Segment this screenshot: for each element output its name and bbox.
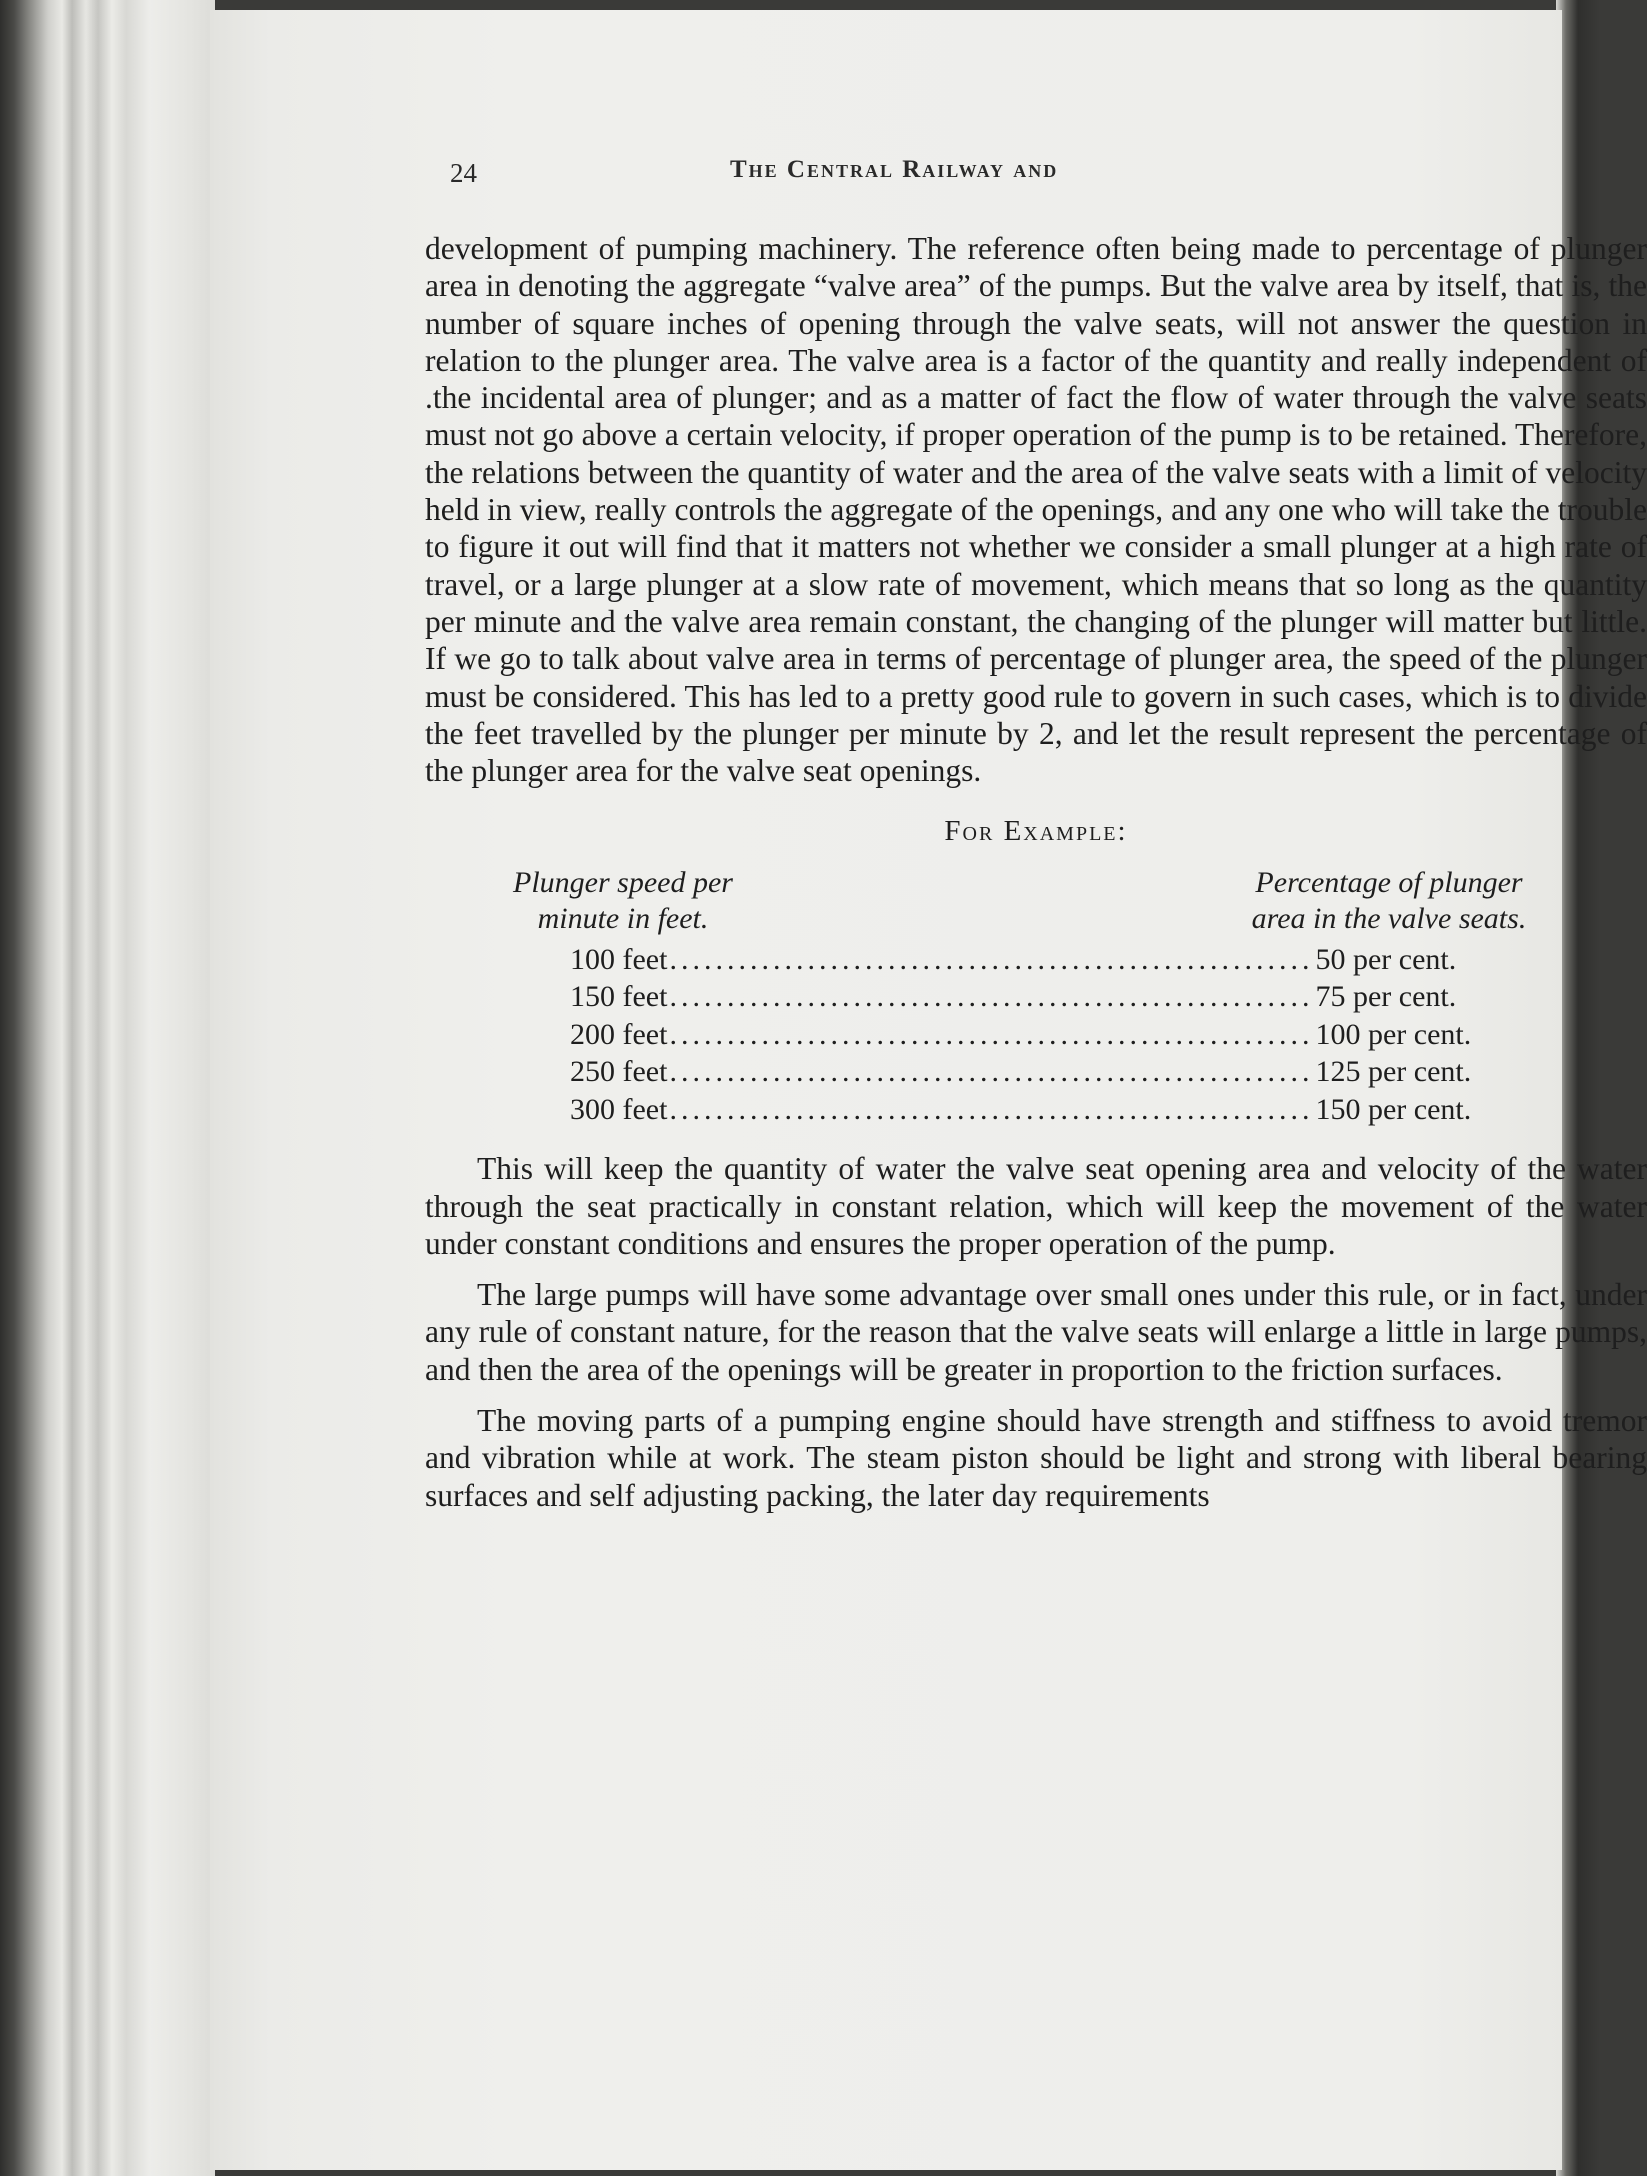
column-header-line: minute in feet.	[537, 901, 709, 935]
column-header-line: area in the valve seats.	[1251, 901, 1527, 935]
leader-dots: ........................................................	[669, 1092, 1314, 1126]
column-header-line: Plunger speed per	[513, 865, 733, 899]
paragraph-4: The moving parts of a pumping engine should have strength and stiffness to avoid tremor and vibration while at work. The steam piston should be light and strong with liberal bearing surfaces and self adjusting packing, the later day requirements	[425, 1403, 1647, 1513]
table-row	[570, 978, 1457, 1016]
spacer	[425, 1128, 1647, 1150]
percentage-cell: 50 per cent.	[1315, 942, 1457, 976]
example-table-header	[425, 865, 1647, 937]
speed-cell: 300 feet	[570, 1092, 668, 1126]
paragraph-3: The large pumps will have some advantage over small ones under this rule, or in fact, under any rule of constant nature, for the reason that the valve seats will enlarge a little in large pumps, and then the area of the openings will be greater in proportion to the friction surfaces.	[425, 1277, 1647, 1387]
percentage-cell: 100 per cent.	[1315, 1017, 1472, 1051]
table-row	[570, 941, 1457, 979]
column-header-plunger-speed	[453, 865, 793, 937]
running-title: The Central Railway and	[730, 156, 1059, 183]
speed-cell: 100 feet	[570, 942, 668, 976]
spacer	[425, 1262, 1647, 1276]
body-text	[425, 230, 1647, 1514]
speed-cell: 250 feet	[570, 1055, 668, 1089]
page-number: 24	[450, 158, 477, 188]
percentage-cell: 125 per cent.	[1315, 1055, 1472, 1089]
percentage-cell: 150 per cent.	[1315, 1092, 1472, 1126]
example-heading: For Example:	[944, 815, 1128, 848]
column-header-line: Percentage of plunger	[1255, 865, 1523, 899]
leader-dots: ........................................................	[669, 980, 1314, 1014]
paragraph-2: This will keep the quantity of water the valve seat opening area and velocity of the water through the seat practically in constant relation, which will keep the movement of the water under constant conditions and ensures the proper operation of the pump.	[425, 1151, 1647, 1261]
table-row	[570, 1091, 1472, 1129]
table-row	[570, 1016, 1472, 1054]
paragraph-1: development of pumping machinery. The reference often being made to percentage of plunger area in denoting the aggregate “valve area” of the pumps. But the valve area by itself, that is, the number of square inches of opening through the valve seats, will not answer the question in relation to the plunger area. The valve area is a factor of the quantity and really independent of .the incidental area of plunger; and as a matter of fact the flow of water through the valve seats must not go above a certain velocity, if proper operation of the pump is to be retained. Therefore, the relations between the quantity of water and the area of the valve seats with a limit of velocity held in view, really controls the aggregate of the openings, and any one who will take the trouble to figure it out will find that it matters not whether we consider a small plunger at a high rate of travel, or a large plunger at a slow rate of movement, which means that so long as the quantity per minute and the valve area remain constant, the changing of the plunger will matter but little. If we go to talk about valve area in terms of percentage of plunger area, the speed of the plunger must be considered. This has led to a pretty good rule to govern in such cases, which is to divide the feet travelled by the plunger per minute by 2, and let the result represent the percentage of the plunger area for the valve seat openings.	[425, 231, 1647, 789]
speed-cell: 200 feet	[570, 1017, 668, 1051]
table-row	[570, 1053, 1472, 1091]
book-page	[210, 10, 1647, 2170]
speed-cell: 150 feet	[570, 980, 668, 1014]
leader-dots: ........................................................	[669, 1017, 1314, 1051]
book-binding-edge	[0, 0, 215, 2176]
spacer	[425, 1388, 1647, 1402]
percentage-cell: 75 per cent.	[1315, 980, 1457, 1014]
leader-dots: ........................................................	[669, 1055, 1314, 1089]
column-header-percentage	[1199, 865, 1579, 937]
leader-dots: ........................................................	[669, 942, 1314, 976]
